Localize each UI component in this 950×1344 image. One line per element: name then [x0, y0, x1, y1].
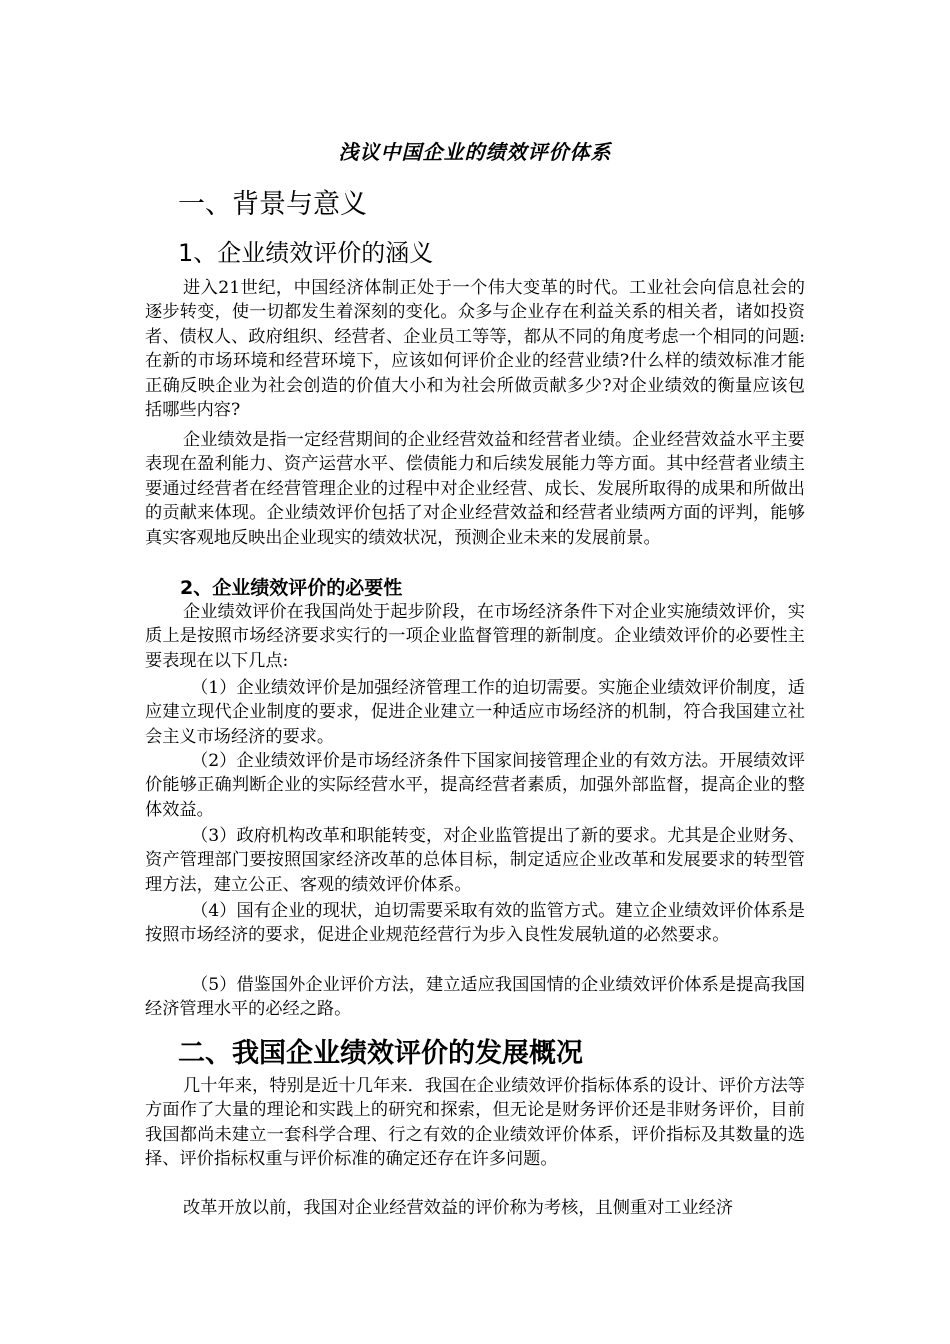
document-title: 浅议中国企业的绩效评价体系 [338, 140, 612, 164]
paragraph-definition: 企业绩效是指一定经营期间的企业经营效益和经营者业绩。企业经营效益水平主要表现在盈利能力、资产运营水平、偿债能力和后续发展能力等方面。其中经营者业绩主要通过经营者在经营管理企业的过程中对企业经营、成长、发展所取得的成果和所做出的贡献来体现。企业绩效评价包括了对企业经营效益和经营者业绩两方面的评判，能够真实客观地反映出企业现实的绩效状况，预测企业未来的发展前景。 [145, 430, 805, 548]
paragraph-development: 几十年来，特别是近十几年来．我国在企业绩效评价指标体系的设计、评价方法等方面作了大量的理论和实践上的研究和探索，但无论是财务评价还是非财务评价，目前我国都尚未建立一套科学合理、行之有效的企业绩效评价体系，评价指标及其数量的选择、评价指标权重与评价标准的确定还存在许多问题。 [145, 1076, 805, 1170]
list-item-2: （2）企业绩效评价是市场经济条件下国家间接管理企业的有效方法。开展绩效评价能够正确判断企业的实际经营水平，提高经营者素质，加强外部监督，提高企业的整体效益。 [145, 751, 805, 820]
section-heading-background: 一、背景与意义 [178, 189, 367, 220]
paragraph-history: 改革开放以前，我国对企业经营效益的评价称为考核，且侧重对工业经济 [183, 1198, 734, 1218]
list-item-4: （4）国有企业的现状，迫切需要采取有效的监管方式。建立企业绩效评价体系是按照市场经济的要求，促进企业规范经营行为步入良性发展轨道的必然要求。 [145, 901, 805, 946]
paragraph-necessity: 企业绩效评价在我国尚处于起步阶段，在市场经济条件下对企业实施绩效评价，实质上是按照市场经济要求实行的一项企业监督管理的新制度。企业绩效评价的必要性主要表现在以下几点: [145, 602, 805, 671]
subsection-heading-meaning: 1、企业绩效评价的涵义 [178, 239, 434, 267]
list-item-1: （1）企业绩效评价是加强经济管理工作的迫切需要。实施企业绩效评价制度，适应建立现代企业制度的要求，促进企业建立一种适应市场经济的机制，符合我国建立社会主义市场经济的要求。 [145, 678, 805, 747]
section-heading-development: 二、我国企业绩效评价的发展概况 [178, 1038, 583, 1069]
list-item-3: （3）政府机构改革和职能转变，对企业监管提出了新的要求。尤其是企业财务、资产管理部门要按照国家经济改革的总体目标，制定适应企业改革和发展要求的转型管理方法，建立公正、客观的绩效评价体系。 [145, 826, 805, 895]
paragraph-intro: 进入21世纪，中国经济体制正处于一个伟大变革的时代。工业社会向信息社会的逐步转变，使一切都发生着深刻的变化。众多与企业存在利益关系的相关者，诸如投资者、债权人、政府组织、经营者、企业员工等等，都从不同的角度考虑一个相同的问题:在新的市场环境和经营环境下，应该如何评价企业的经营业绩?什么样的绩效标准才能正确反映企业为社会创造的价值大小和为社会所做贡献多少?对企业绩效的衡量应该包括哪些内容? [145, 278, 805, 421]
list-item-5: （5）借鉴国外企业评价方法，建立适应我国国情的企业绩效评价体系是提高我国经济管理水平的必经之路。 [145, 975, 805, 1020]
subsection-heading-necessity: 2、企业绩效评价的必要性 [180, 577, 403, 599]
